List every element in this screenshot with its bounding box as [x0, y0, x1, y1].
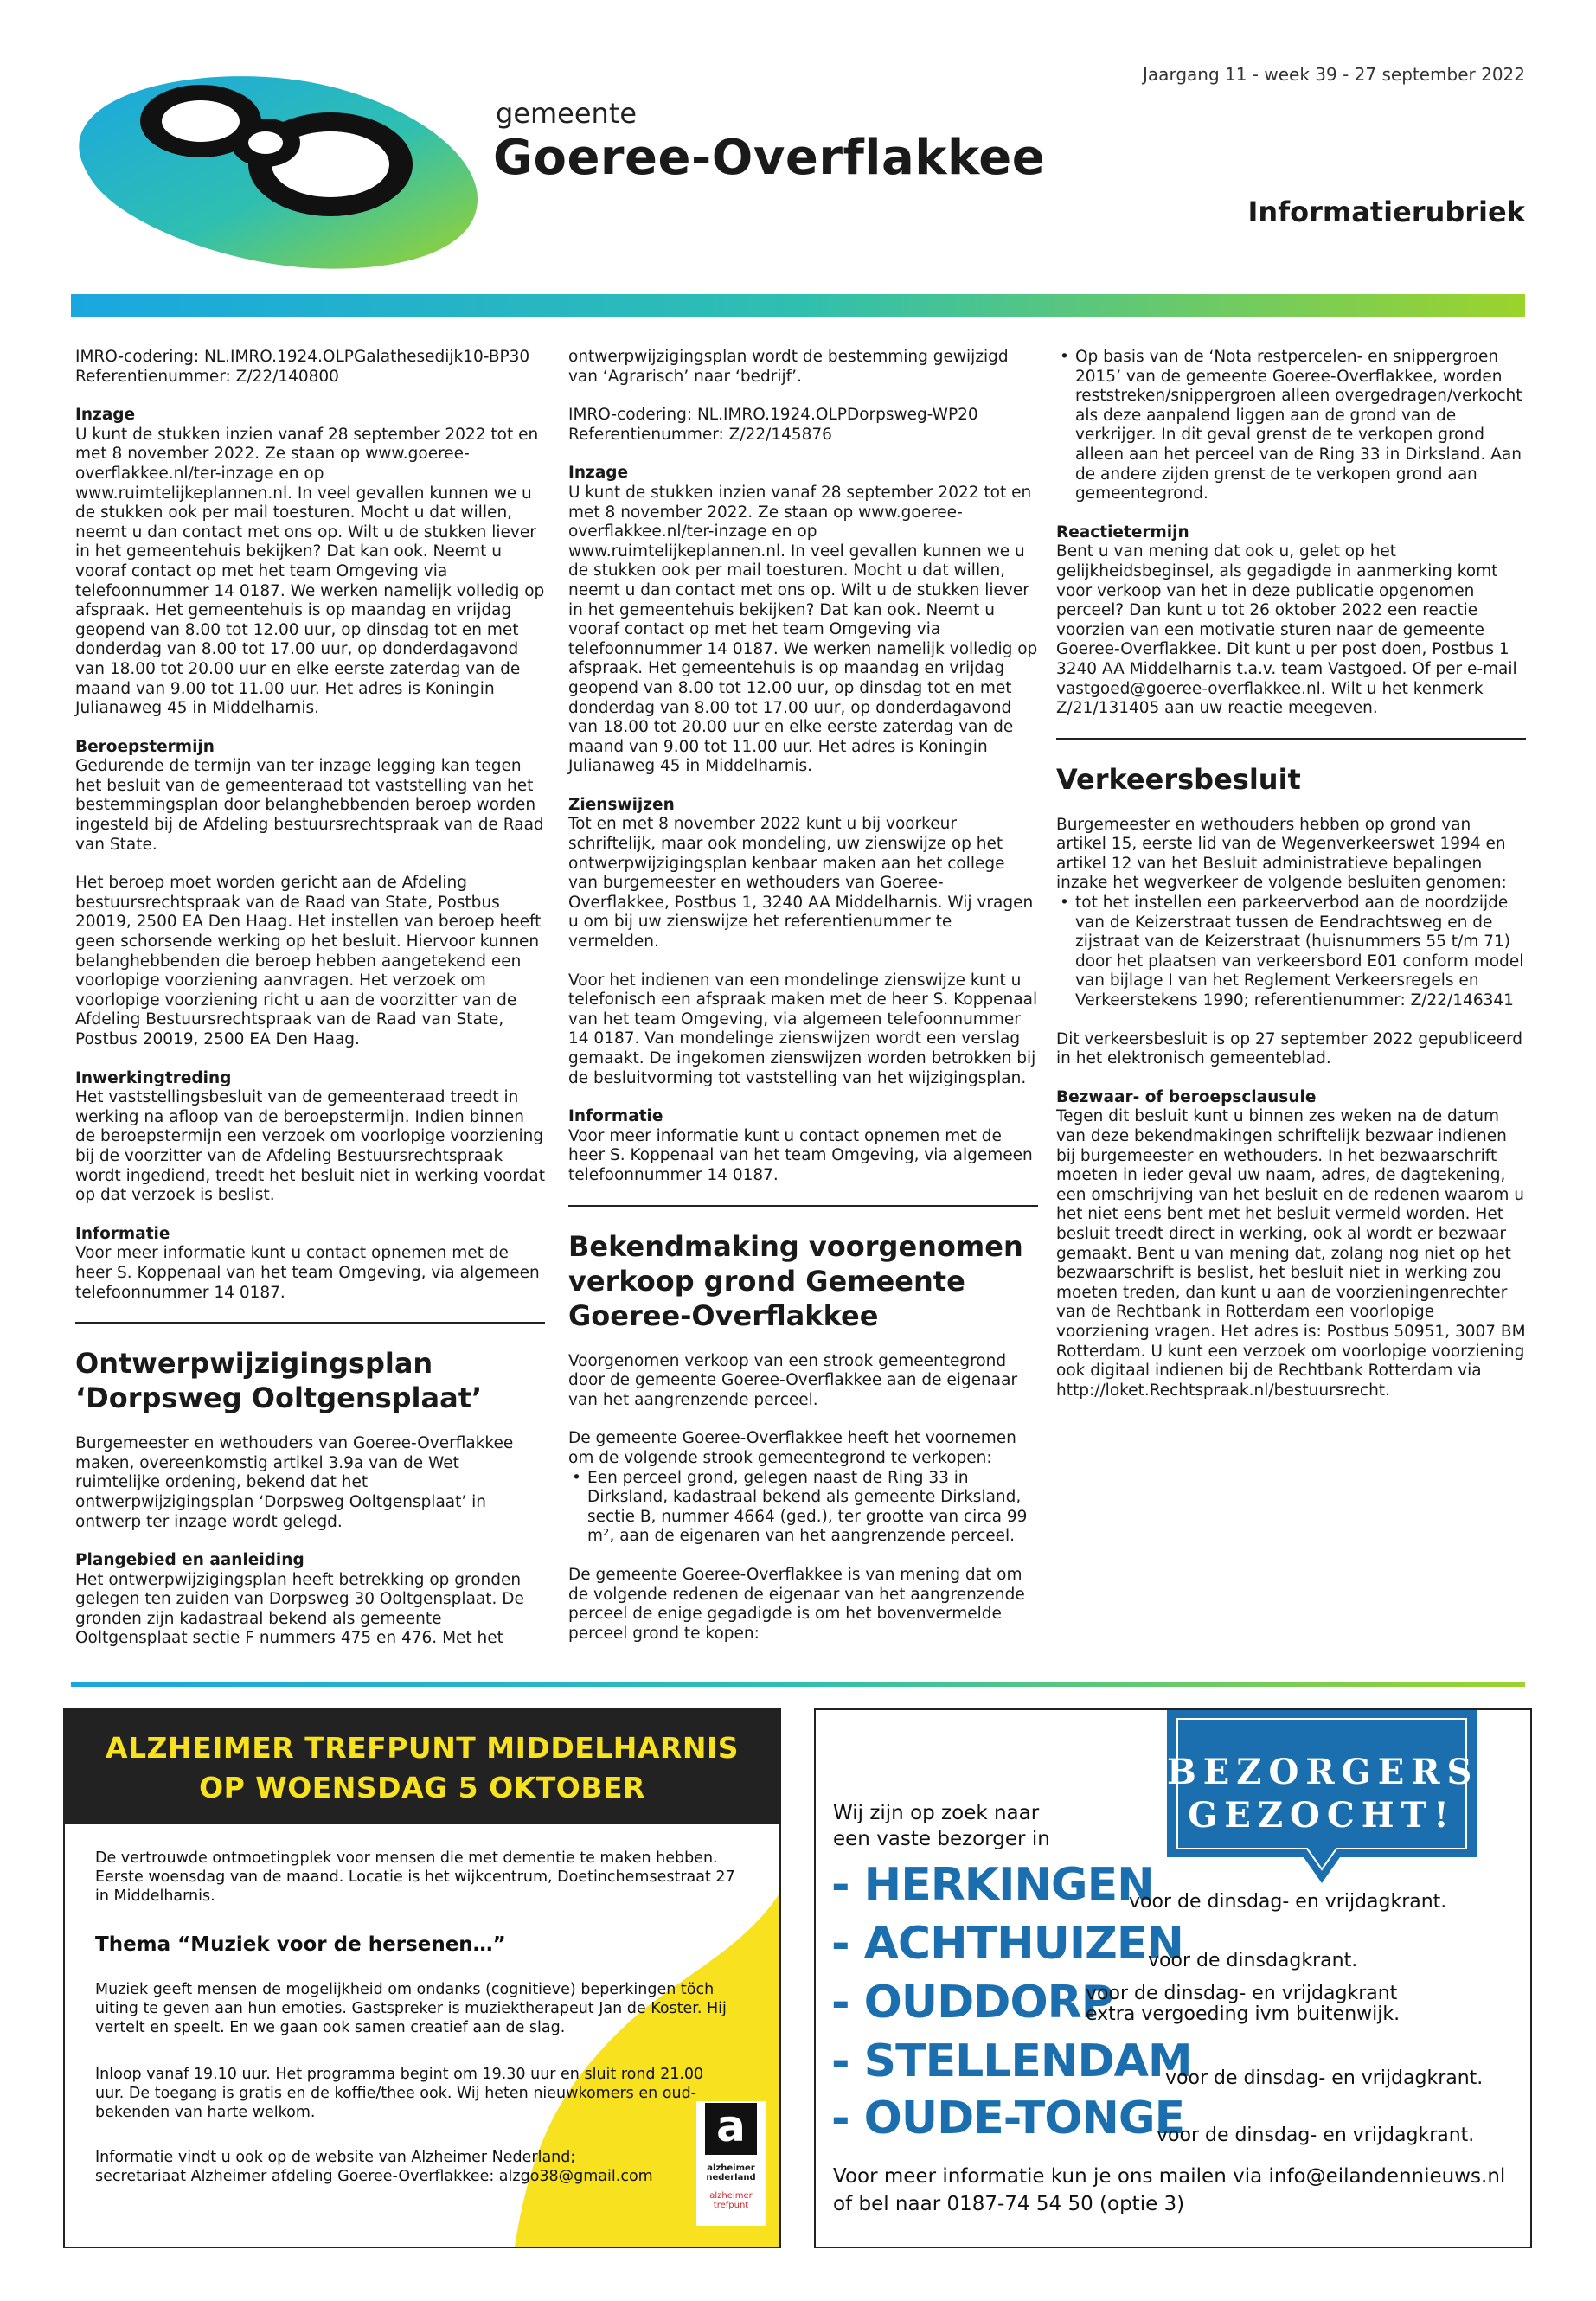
plangebied-text: Het ontwerpwijzigingsplan heeft betrekking op gronden gelegen ten zuiden van Dorpsweg 30 Ooltgensplaat. De gronden zijn kadastraal bekend als gemeente Ooltgensplaat sectie F nummers 475 en 476. Met het — [75, 1570, 524, 1648]
article-title-verkoop-grond: Bekendmaking voorgenomen verkoop grond Gemeente Goeree-Overflakkee — [568, 1229, 1023, 1332]
town-note: voor de dinsdag- en vrijdagkrant. — [1165, 2067, 1484, 2089]
subheading-beroepstermijn: Beroepstermijn — [75, 737, 215, 756]
town-ouddorp: - OUDDORP — [831, 1977, 1113, 2029]
logo-subtitle: alzheimer trefpunt — [709, 2191, 753, 2210]
verkoop-text-3: De gemeente Goeree-Overflakkee is van mening dat om de volgende redenen de eigenaar van het aangrenzende perceel de enige gegadigde is om het bovenvermelde perceel grond te kopen: — [568, 1565, 1025, 1643]
town-oude-tonge: - OUDE-TONGE — [831, 2093, 1185, 2144]
list-item: • Op basis van de ‘Nota restpercelen- en snippergroen 2015’ van de gemeente Goeree-Overflakkee, worden reststreken/snippergroen alleen overgedragen/verkocht als deze aanpalend liggen aan de grond van de verkrijger. In dit geval grenst de te verkopen grond alleen aan het perceel van de Ring 33 in Dirksland. Aan de andere zijden grenst de te verkopen grond aan gemeentegrond. — [1056, 348, 1526, 504]
divider — [75, 1322, 545, 1324]
subheading-inzage: Inzage — [568, 464, 629, 483]
verkeersbesluit-text-2: Dit verkeersbesluit is op 27 september 2022 gepubliceerd in het elektronisch gemeenteblad. — [1056, 1029, 1523, 1068]
inwerking-text: Het vaststellingsbesluit van de gemeenteraad treedt in werking na afloop van de beroepstermijn. Indien binnen de beroepstermijn een verzoek om voorlopige voorziening bij de voorzitter van de Afdeling Bestuursrechtspraak wordt ingediend, treedt het besluit niet in werking voordat op dat verzoek is beslist. — [75, 1088, 545, 1205]
beroep-text-2: Het beroep moet worden gericht aan de Afdeling bestuursrechtspraak van de Raad van State, Postbus 20019, 2500 EA Den Haag. Het instellen van beroep heeft geen schorsende werking op het besluit. Hiervoor kunnen belanghebbenden die beroep hebben aangetekend een voorlopige voorziening aanvragen. Het verzoek om voorlopige voorziening richt u aan de voorzitter van de Afdeling Bestuursrechtspraak van de Raad van State, Postbus 20019, 2500 EA Den Haag. — [75, 874, 542, 1048]
list-item: • Een perceel grond, gelegen naast de Ring 33 in Dirksland, kadastraal bekend als gemeente Dirksland, sectie B, nummer 4664 (ged.), ter grootte van circa 99 m², aan de eigenaren van het aangrenzende perceel. — [568, 1469, 1038, 1547]
town-note: voor de dinsdag- en vrijdagkrant — [1086, 1983, 1398, 2004]
imro-code: IMRO-codering: NL.IMRO.1924.OLPDorpsweg-WP20 — [568, 406, 978, 425]
header-gradient-bar — [71, 294, 1525, 317]
intro-line-1: Wij zijn op zoek naar — [833, 1802, 1040, 1824]
section-gradient-bar — [71, 1682, 1525, 1687]
subheading-bezwaar: Bezwaar- of beroepsclausule — [1056, 1087, 1317, 1106]
logo-letter: a — [705, 2103, 757, 2155]
header-municipality-name: Goeree-Overflakkee — [493, 130, 1046, 186]
town-note: voor de dinsdag- en vrijdagkrant. — [1157, 2125, 1475, 2146]
subheading-informatie: Informatie — [568, 1107, 663, 1126]
footer-email-line: Voor meer informatie kun je ons mailen via info@eilandennieuws.nl — [833, 2165, 1506, 2188]
alzheimer-nederland-logo — [696, 2101, 766, 2226]
town-herkingen: - HERKINGEN — [831, 1859, 1154, 1911]
divider — [1056, 738, 1526, 740]
dorpsweg-intro: Burgemeester en wethouders van Goeree-Overflakkee maken, overeenkomstig artikel 3.9a van de Wet ruimtelijke ordening, bekend dat het ontwerpwijzigingsplan ‘Dorpsweg Ooltgensplaat’ in ontwerp ter inzage wordt gelegd. — [75, 1434, 514, 1531]
ad-paragraph-1: De vertrouwde ontmoetingplek voor mensen die met dementie te maken hebben. Eerste woensdag van de maand. Locatie is het wijkcentrum, Doetinchemsestraat 27 in Middelharnis. — [95, 1849, 735, 1905]
subheading-informatie: Informatie — [75, 1224, 170, 1243]
footer-phone-line: of bel naar 0187-74 54 50 (optie 3) — [833, 2193, 1185, 2215]
ad-paragraph-2: Muziek geeft mensen de mogelijkheid om ondanks (cognitieve) beperkingen töch uiting te geven aan hun emoties. Gastspreker is muziektherapeut Jan de Koster. Hij vertelt en speelt. En we gaan ook samen creatief aan de slag. — [95, 1981, 727, 2036]
banner-line-2: GEZOCHT! — [1188, 1795, 1456, 1836]
town-achthuizen: - ACHTHUIZEN — [831, 1918, 1183, 1970]
subheading-plangebied: Plangebied en aanleiding — [75, 1551, 304, 1570]
article-title-dorpsweg: Ontwerpwijzigingsplan ‘Dorpsweg Ooltgensplaat’ — [75, 1347, 483, 1415]
ad-header-band — [65, 1710, 779, 1824]
column-3 — [1056, 348, 1526, 1420]
verkoop-text-1: Voorgenomen verkoop van een strook gemeentegrond door de gemeente Goeree-Overflakkee aan de eigenaar van het aangrenzende perceel. — [568, 1351, 1018, 1409]
bezwaar-text: Tegen dit besluit kunt u binnen zes weken na de datum van deze bekendmakingen schriftelijk bezwaar indienen bij burgemeester en wethouders. In het bezwaarschrift moeten in ieder geval uw naam, adres, de dagtekening, een omschrijving van het besluit en de redenen waarom u het niet eens bent met het besluit vermeld worden. Het besluit treedt direct in werking, ook al wordt er bezwaar gemaakt. Bent u van mening dat, zolang nog niet op het bezwaarschrift is beslist, het besluit niet in werking zou moeten treden, dan kunt u aan de voorzieningenrechter van de Rechtbank in Rotterdam een voorlopige voorziening vragen. Het adres is: Postbus 50951, 3007 BM Rotterdam. U kunt een verzoek om voorlopige voorziening ook digitaal indienen bij de Rechtbank Rotterdam via http://loket.Rechtspraak.nl/bestuursrecht. — [1056, 1107, 1526, 1400]
issue-line: Jaargang 11 - week 39 - 27 september 2022 — [1143, 64, 1525, 85]
inzage-text: U kunt de stukken inzien vanaf 28 september 2022 tot en met 8 november 2022. Ze staan op www.goeree-overflakkee.nl/ter-inzage en op www.ruimtelijkeplannen.nl. In veel gevallen kunnen we u de stukken ook per mail toesturen. Mocht u dat willen, neemt u dan contact met ons op. Wilt u de stukken liever in het gemeentehuis bekijken? Dat kan ook. Neemt u vooraf contact op met het team Omgeving via telefoonnummer 14 0187. We werken namelijk volledig op afspraak. Het gemeentehuis is op maandag en vrijdag geopend van 8.00 tot 12.00 uur, op dinsdag tot en met donderdag van 8.00 tot 17.00 uur, op donderdagavond van 18.00 tot 20.00 uur en elke eerste zaterdag van de maand van 9.00 tot 11.00 uur. Het adres is Koningin Julianaweg 45 in Middelharnis. — [568, 483, 1038, 776]
subheading-zienswijzen: Zienswijzen — [568, 795, 675, 814]
town-note: voor de dinsdag- en vrijdagkrant. — [1129, 1891, 1447, 1913]
municipality-logo — [71, 61, 486, 277]
divider — [568, 1205, 1038, 1207]
logo-name: alzheimer nederland — [706, 2163, 756, 2182]
bezorgers-advertisement — [814, 1708, 1532, 2248]
beroep-text-1: Gedurende de termijn van ter inzage legging kan tegen het besluit van de gemeenteraad tot vaststelling van het bestemmingsplan door belanghebbenden beroep worden ingesteld bij de Afdeling bestuursrechtspraak van de Raad van State. — [75, 757, 544, 854]
banner-line-1: BEZORGERS — [1167, 1752, 1479, 1792]
town-note: voor de dinsdagkrant. — [1148, 1950, 1358, 1971]
town-stellendam: - STELLENDAM — [831, 2035, 1192, 2087]
ad-paragraph-3: Inloop vanaf 19.10 uur. Het programma begint om 19.30 uur en sluit rond 21.00 uur. De toegang is gratis en de koffie/thee ook. Wij heten nieuwkomers en oud-bekenden van harte welkom. — [95, 2066, 704, 2121]
informatie-text: Voor meer informatie kunt u contact opnemen met de heer S. Koppenaal van het team Omgeving, via algemeen telefoonnummer 14 0187. — [75, 1244, 540, 1302]
article-title-verkeersbesluit: Verkeersbesluit — [1056, 762, 1301, 796]
zienswijzen-text-1: Tot en met 8 november 2022 kunt u bij voorkeur schriftelijk, maar ook mondeling, uw zienswijze op het ontwerpwijzigingsplan kenbaar maken aan het college van burgemeester en wethouders van Goeree-Overflakkee, Postbus 1, 3240 AA Middelharnis. Wij vragen u om bij uw zienswijze het referentienummer te vermelden. — [568, 815, 1034, 952]
subheading-inwerkingtreding: Inwerkingtreding — [75, 1068, 232, 1087]
header-section-title: Informatierubriek — [1247, 195, 1525, 228]
subheading-inzage: Inzage — [75, 406, 136, 425]
subheading-reactietermijn: Reactietermijn — [1056, 522, 1189, 542]
continued-text: ontwerpwijzigingsplan wordt de bestemming gewijzigd van ‘Agrarisch’ naar ‘bedrijf’. — [568, 348, 1009, 386]
header-gemeente: gemeente — [496, 97, 638, 130]
town-note: extra vergoeding ivm buitenwijk. — [1086, 2003, 1401, 2025]
imro-code: IMRO-codering: NL.IMRO.1924.OLPGalathesedijk10-BP30 — [75, 348, 530, 366]
verkeersbesluit-text-1: Burgemeester en wethouders hebben op grond van artikel 15, eerste lid van de Wegenverkeerswet 1994 en artikel 12 van het Besluit administratieve bepalingen inzake het wegverkeer de volgende besluiten genomen: — [1056, 815, 1507, 893]
reference-number: Referentienummer: Z/22/145876 — [568, 425, 832, 444]
ad-title-line-1: ALZHEIMER TREFPUNT MIDDELHARNIS — [105, 1731, 740, 1765]
verkoop-text-2: De gemeente Goeree-Overflakkee heeft het voornemen om de volgende strook gemeentegrond te verkopen: — [568, 1429, 1016, 1467]
column-1 — [75, 348, 545, 1668]
column-2 — [568, 348, 1038, 1663]
ad-title-line-2: OP WOENSDAG 5 OKTOBER — [199, 1771, 645, 1804]
ad-theme: Thema “Muziek voor de hersenen…” — [95, 1933, 506, 1956]
informatie-text: Voor meer informatie kunt u contact opnemen met de heer S. Koppenaal van het team Omgeving, via algemeen telefoonnummer 14 0187. — [568, 1126, 1033, 1184]
intro-line-2: een vaste bezorger in — [833, 1828, 1050, 1850]
zienswijzen-text-2: Voor het indienen van een mondelinge zienswijze kunt u telefonisch een afspraak maken met de heer S. Koppenaal van het team Omgeving, via algemeen telefoonnummer 14 0187. Van mondelinge zienswijzen wordt een verslag gemaakt. De ingekomen zienswijzen worden betrokken bij de besluitvorming tot vaststelling van het wijzigingsplan. — [568, 971, 1038, 1087]
inzage-text: U kunt de stukken inzien vanaf 28 september 2022 tot en met 8 november 2022. Ze staan op www.goeree-overflakkee.nl/ter-inzage en op www.ruimtelijkeplannen.nl. In veel gevallen kunnen we u de stukken ook per mail toesturen. Mocht u dat willen, neemt u dan contact met ons op. Wilt u de stukken liever in het gemeentehuis bekijken? Dat kan ook. Neemt u vooraf contact op met het team Omgeving via telefoonnummer 14 0187. We werken namelijk volledig op afspraak. Het gemeentehuis is op maandag en vrijdag geopend van 8.00 tot 12.00 uur, op dinsdag tot en met donderdag van 8.00 tot 17.00 uur, op donderdagavond van 18.00 tot 20.00 uur en elke eerste zaterdag van de maand van 9.00 tot 11.00 uur. Het adres is Koningin Julianaweg 45 in Middelharnis. — [75, 425, 545, 718]
list-item: • tot het instellen een parkeerverbod aan de noordzijde van de Keizerstraat tussen de Eendrachtsweg en de zijstraat van de Keizerstraat (huisnummers 55 t/m 71) door het plaatsen van verkeersbord E01 conform model van bijlage I van het Reglement Verkeersregels en Verkeerstekens 1990; referentienummer: Z/22/146341 — [1056, 894, 1526, 1011]
reference-number: Referentienummer: Z/22/140800 — [75, 367, 339, 386]
alzheimer-advertisement — [63, 1708, 781, 2248]
ad-paragraph-4: Informatie vindt u ook op de website van Alzheimer Nederland; secretariaat Alzheimer afdeling Goeree-Overflakkee: alzgo38@gmail.com — [95, 2149, 653, 2185]
reactie-text: Bent u van mening dat ook u, gelet op het gelijkheidsbeginsel, als gegadigde in aanmerking komt voor verkoop van het in deze publicatie opgenomen perceel? Dan kunt u tot 26 oktober 2022 een reactie voorzien van een motivatie sturen naar de gemeente Goeree-Overflakkee. Dit kunt u per post doen, Postbus 1 3240 AA Middelharnis t.a.v. team Vastgoed. Of per e-mail vastgoed@goeree-overflakkee.nl. Wilt u het kenmerk Z/21/131405 aan uw reactie meegeven. — [1056, 542, 1517, 718]
